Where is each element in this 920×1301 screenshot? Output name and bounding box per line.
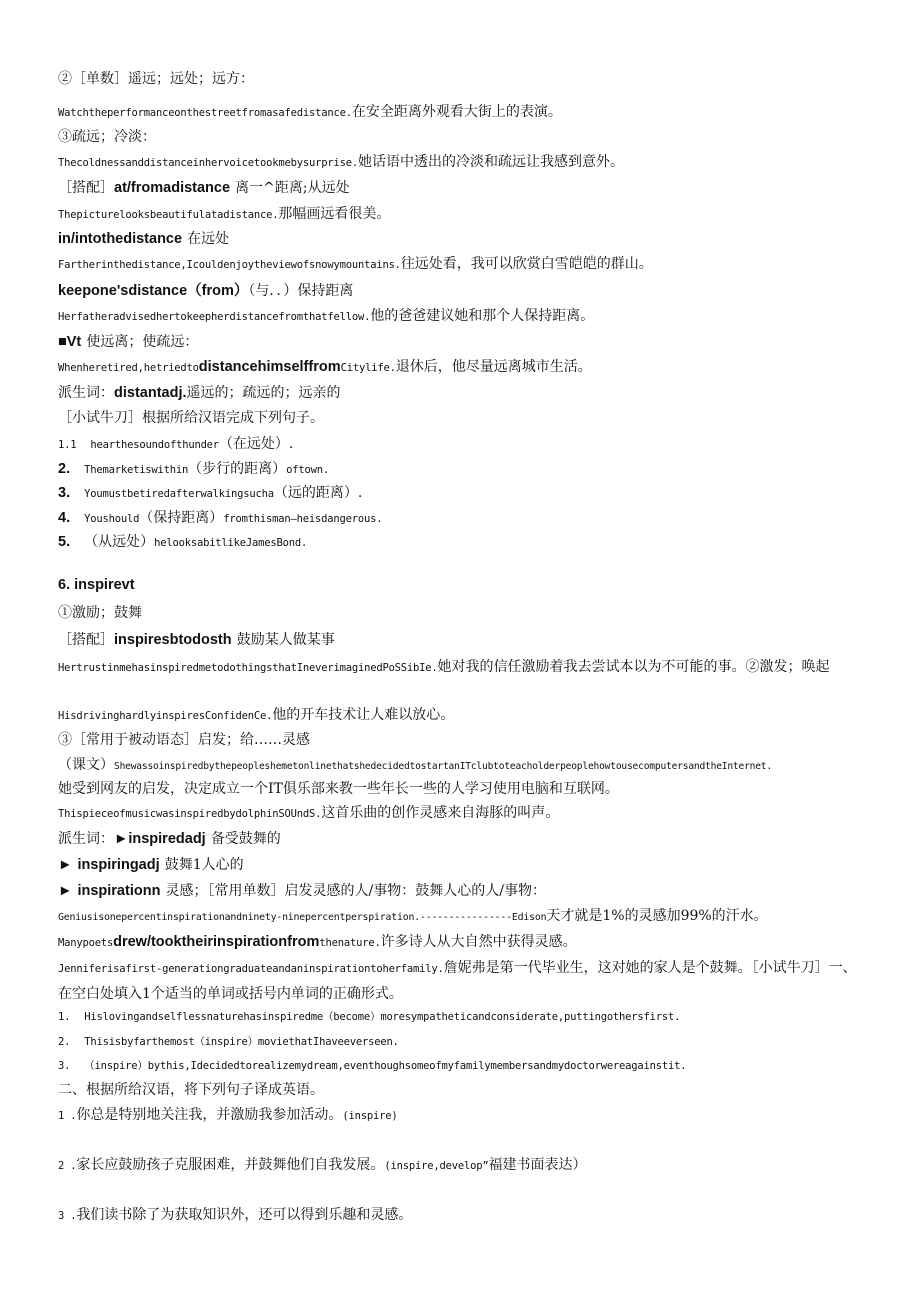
english-text: thenature. bbox=[319, 937, 381, 949]
english-text: Hislovingandselflessnaturehasinspiredme（become）moresympatheticandconsiderate,puttingothersfirst. bbox=[84, 1011, 681, 1023]
english-text: Manypoets bbox=[58, 937, 114, 949]
collocation-label: ［搭配］ bbox=[58, 180, 114, 196]
exercise-item bbox=[58, 482, 870, 502]
chinese-text: 许多诗人从大自然中获得灵感。 bbox=[380, 934, 577, 950]
chinese-text: 遥远的；疏远的；远亲的 bbox=[186, 385, 341, 401]
line bbox=[58, 802, 870, 822]
english-text: Thecoldnessanddistanceinhervoicetookmebysurprise. bbox=[58, 157, 358, 169]
chinese-text: （与．．）保持距离 bbox=[248, 283, 354, 299]
line bbox=[58, 279, 870, 300]
chinese-text: 鼓舞1人心的 bbox=[164, 857, 244, 873]
exercise-item bbox=[58, 433, 870, 453]
item-number: 4. bbox=[58, 510, 71, 526]
chinese-text: ①激励；鼓舞 bbox=[58, 605, 142, 621]
line bbox=[58, 955, 870, 1006]
english-text: Thisisbyfarthemost（inspire）moviethatIhaveeverseen. bbox=[84, 1036, 399, 1048]
line bbox=[58, 356, 870, 376]
exercise-item bbox=[58, 458, 870, 478]
chinese-text: ③［常用于被动语态］启发；给……灵感 bbox=[58, 732, 310, 748]
line bbox=[58, 101, 870, 121]
chinese-text: 天才就是1%的灵感加99%的汗水。 bbox=[546, 908, 768, 924]
exercise-heading: 二、根据所给汉语，将下列句子译成英语。 bbox=[58, 1082, 324, 1098]
english-text: Fartherinthedistance,Icouldenjoytheviewofsnowymountains. bbox=[58, 259, 401, 271]
line bbox=[58, 407, 870, 427]
chinese-text: 福建书面表达） bbox=[488, 1157, 587, 1173]
part-of-speech: ■Vt bbox=[58, 334, 82, 350]
english-text: Themarketiswithin bbox=[84, 464, 189, 476]
exercise-item bbox=[58, 1104, 870, 1124]
line bbox=[58, 931, 870, 951]
chinese-text: 在远处 bbox=[187, 231, 230, 247]
english-text: HisdrivinghardlyinspiresConfidenCe. bbox=[58, 710, 273, 722]
english-text: Youshould bbox=[84, 513, 140, 525]
english-text: (inspire) bbox=[342, 1110, 398, 1122]
english-text: Jenniferisafirst-generationgraduateandaninspirationtoherfamily. bbox=[58, 963, 444, 975]
derivative-word: ►inspiredadj bbox=[114, 831, 206, 847]
chinese-text: 往远处看，我可以欣赏白雪皑皑的群山。 bbox=[400, 256, 653, 272]
english-text: （inspire）bythis,Idecidedtorealizemydream,eventhoughsomeofmyfamilymembersandmydoctorwereagainstit. bbox=[84, 1060, 687, 1072]
line bbox=[58, 574, 870, 593]
line bbox=[58, 729, 870, 749]
exercise-item bbox=[58, 1054, 870, 1073]
chinese-text: 灵感；［常用单数］启发灵感的人/事物：鼓舞人心的人/事物： bbox=[165, 883, 546, 899]
line bbox=[58, 905, 870, 925]
exercise-heading: ［小试牛刀］根据所给汉语完成下列句子。 bbox=[58, 410, 324, 426]
line bbox=[58, 253, 870, 273]
chinese-text: 他的开车技术让人难以放心。 bbox=[272, 707, 455, 723]
derivative-word: inspiringadj bbox=[77, 857, 160, 873]
derivative-word: inspirationn bbox=[77, 883, 161, 899]
item-number: 2. bbox=[58, 461, 71, 477]
chinese-text: 詹妮弗是第一代毕业生，这对她的家人是个鼓舞。［小试牛刀］一、在空白处填入1个适当的单词或括号内单词的正确形式。 bbox=[58, 960, 857, 1002]
line bbox=[58, 228, 870, 248]
line bbox=[58, 305, 870, 325]
chinese-text: 他的爸爸建议她和那个人保持距离。 bbox=[370, 308, 595, 324]
english-text: helooksabitlikeJamesBond. bbox=[154, 537, 308, 549]
chinese-text: 家长应鼓励孩子克服困难，并鼓舞他们自我发展。 bbox=[76, 1157, 385, 1173]
chinese-hint: （在远处）. bbox=[218, 436, 294, 452]
exercise-item bbox=[58, 1154, 870, 1174]
chinese-text: 你总是特别地关注我，并激励我参加活动。 bbox=[76, 1107, 343, 1123]
line bbox=[58, 68, 870, 88]
line bbox=[58, 177, 870, 197]
english-text: fromthisman—heisdangerous. bbox=[223, 513, 383, 525]
chinese-text: 退休后，他尽量远离城市生活。 bbox=[395, 359, 592, 375]
item-number: 2 . bbox=[58, 1160, 77, 1172]
chinese-text: （课文） bbox=[58, 757, 114, 773]
bullet-arrow-icon: ► bbox=[58, 883, 73, 899]
phrase: keepone'sdistance（from） bbox=[58, 283, 249, 299]
exercise-item bbox=[58, 1030, 870, 1049]
chinese-text: 我们读书除了为获取知识外，还可以得到乐趣和灵感。 bbox=[76, 1207, 413, 1223]
chinese-text: 使远离；使疏远： bbox=[86, 334, 199, 350]
text: ②［单数］遥远；远处；远方： bbox=[58, 71, 254, 87]
line bbox=[58, 382, 870, 402]
line bbox=[58, 1079, 870, 1099]
line bbox=[58, 151, 870, 171]
line bbox=[58, 778, 870, 798]
chinese-text: 那幅画远看很美。 bbox=[278, 206, 391, 222]
line bbox=[58, 828, 870, 848]
english-text: Thepicturelooksbeautifulatadistance. bbox=[58, 209, 279, 221]
line bbox=[58, 629, 870, 649]
chinese-text: 派生词： bbox=[58, 831, 114, 847]
chinese-hint: （从远处） bbox=[84, 534, 155, 550]
chinese-text: ③疏远；冷淡： bbox=[58, 129, 156, 145]
english-text: HertrustinmehasinspiredmetodothingsthatIneverimaginedPoSSibIe. bbox=[58, 662, 438, 674]
line bbox=[58, 880, 870, 900]
chinese-hint: （保持距离） bbox=[139, 510, 224, 526]
chinese-text: 离一^距离;从远处 bbox=[235, 180, 350, 196]
exercise-item bbox=[58, 507, 870, 527]
phrase: drew/tooktheirinspirationfrom bbox=[113, 934, 320, 950]
english-text: ShewassoinspiredbythepeopleshemetonlinethatshedecidedtostartanITclubtoteacholderpeoplehowtousecomputersandtheInternet. bbox=[114, 761, 772, 772]
line bbox=[58, 331, 870, 351]
line bbox=[58, 654, 870, 680]
chinese-text: 她对我的信任激励着我去尝试本以为不可能的事。②激发；唤起 bbox=[437, 659, 830, 675]
item-number: 1. bbox=[58, 1011, 71, 1023]
phrase: inspiresbtodosth bbox=[114, 632, 232, 648]
item-number: 3. bbox=[58, 485, 71, 501]
chinese-text: 这首乐曲的创作灵感来自海豚的叫声。 bbox=[321, 805, 560, 821]
english-text: Herfatheradvisedhertokeepherdistancefromthatfellow. bbox=[58, 311, 371, 323]
english-text: Geniusisonepercentinspirationandninety-ninepercentperspiration.----------------Edison bbox=[58, 912, 547, 923]
english-text: Watchtheperformanceonthestreetfromasafedistance. bbox=[58, 107, 352, 119]
english-text: Whenheretired,hetriedto bbox=[58, 362, 199, 374]
chinese-text: 她受到网友的启发，决定成立一个IT俱乐部来教一些年长一些的人学习使用电脑和互联网。 bbox=[58, 781, 619, 797]
chinese-hint: （远的距离）. bbox=[273, 485, 363, 501]
exercise-item bbox=[58, 531, 870, 551]
chinese-text: 她话语中透出的冷淡和疏远让我感到意外。 bbox=[357, 154, 624, 170]
english-text: Citylife. bbox=[340, 362, 396, 374]
line bbox=[58, 754, 870, 774]
item-number: 3 . bbox=[58, 1210, 77, 1222]
exercise-item bbox=[58, 1005, 870, 1024]
line bbox=[58, 602, 870, 622]
english-text: ThispieceofmusicwasinspiredbydolphinSOUndS. bbox=[58, 808, 322, 820]
english-text: Youmustbetiredafterwalkingsucha bbox=[84, 488, 274, 500]
bullet-arrow-icon: ► bbox=[58, 857, 73, 873]
item-number: 3. bbox=[58, 1060, 71, 1072]
chinese-text: 鼓励某人做某事 bbox=[236, 632, 335, 648]
line bbox=[58, 126, 870, 146]
item-number: 2. bbox=[58, 1036, 71, 1048]
collocation-label: ［搭配］ bbox=[58, 632, 114, 648]
chinese-text: 备受鼓舞的 bbox=[210, 831, 281, 847]
phrase: distancehimselffrom bbox=[198, 359, 341, 375]
english-text: oftown. bbox=[286, 464, 330, 476]
line bbox=[58, 203, 870, 223]
entry-heading: 6. inspirevt bbox=[58, 577, 135, 593]
item-number: 1.1 bbox=[58, 439, 77, 451]
line bbox=[58, 854, 870, 874]
item-number: 5. bbox=[58, 534, 71, 550]
chinese-hint: （步行的距离） bbox=[188, 461, 287, 477]
item-number: 1 . bbox=[58, 1110, 77, 1122]
english-text: hearthesoundofthunder bbox=[90, 439, 219, 451]
chinese-text: 派生词： bbox=[58, 385, 114, 401]
phrase: at/fromadistance bbox=[114, 180, 231, 196]
english-text: (inspire,develop” bbox=[384, 1160, 489, 1172]
phrase: in/intothedistance bbox=[58, 231, 183, 247]
derivative-word: distantadj. bbox=[114, 385, 187, 401]
chinese-text: 在安全距离外观看大街上的表演。 bbox=[351, 104, 562, 120]
exercise-item bbox=[58, 1204, 870, 1224]
line bbox=[58, 704, 870, 724]
